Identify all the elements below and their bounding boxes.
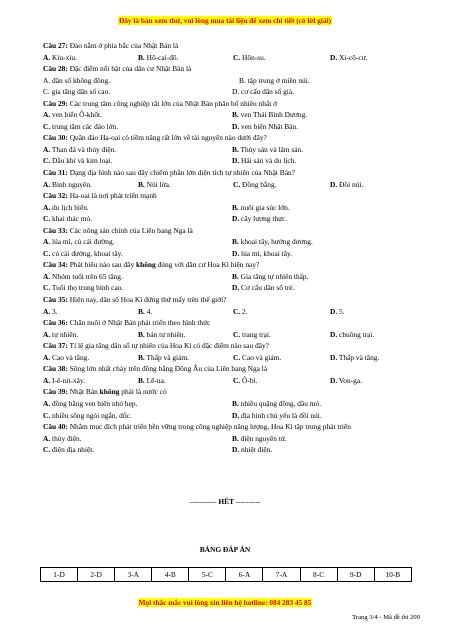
option-text: nhiệt điện. [239, 445, 273, 455]
question-text: Ha-oai là nơi phát triển mạnh [67, 191, 157, 201]
option-letter: D. [330, 375, 338, 385]
answer-option [233, 375, 257, 387]
option-text: tự nhiên. [50, 329, 79, 339]
answer-option [232, 109, 307, 121]
answer-option [43, 329, 78, 341]
options-row [43, 155, 423, 167]
option-letter: C. [233, 306, 241, 316]
answer-cell: 6-A [226, 568, 263, 582]
options-row [43, 352, 423, 364]
answer-table [40, 567, 412, 582]
option-letter: A. [43, 375, 51, 385]
option-text: cơ cấu dân số già. [239, 87, 294, 97]
question-text: Đặc điểm nổi bật của dân cư Nhật Bản là [67, 64, 192, 74]
question-stem [43, 294, 423, 306]
options-row [43, 86, 423, 98]
question-stem [43, 132, 423, 144]
question-number: Câu 40: [43, 422, 68, 432]
option-text: lúa mì, củ cải đường. [50, 237, 115, 247]
answer-option [43, 444, 94, 456]
answer-option [232, 248, 292, 260]
question-number: Câu 33: [43, 225, 68, 235]
option-letter: B. [138, 52, 145, 62]
option-letter: A. [43, 306, 51, 316]
answer-cell: 2-D [78, 568, 115, 582]
option-text: trung tâm các đảo lớn. [50, 121, 119, 131]
option-text: khoai tây, hướng dương. [238, 237, 313, 247]
option-letter: B. [232, 110, 239, 120]
option-letter: C. [43, 283, 51, 293]
question-stem [43, 225, 423, 237]
option-letter: D. [232, 445, 240, 455]
option-text: Tuổi thọ trung bình cao. [50, 283, 124, 293]
answer-option [43, 144, 116, 156]
options-row [43, 52, 423, 64]
answer-option [43, 352, 89, 364]
answer-option [43, 155, 113, 167]
question-stem [43, 386, 423, 398]
option-text: Kiu-xiu. [50, 52, 77, 62]
question-stem [43, 167, 423, 179]
option-text: Bình nguyên. [50, 179, 92, 189]
option-letter: B. [232, 271, 239, 281]
question-number: Câu 38: [43, 364, 68, 374]
answer-option [43, 236, 115, 248]
answer-option [232, 282, 294, 294]
question-text: Các trung tâm công nghiệp rất lớn của Nhật Bản phân bố nhiều nhất ở [67, 98, 278, 108]
options-row [43, 398, 423, 410]
option-letter: A. [43, 110, 51, 120]
option-letter: B. [232, 144, 239, 154]
option-letter: C. [43, 156, 51, 166]
question-text: Tỉ lệ gia tăng dân số tự nhiên của Hoa Kì có đặc điểm nào sau đây? [67, 341, 269, 351]
option-text: Than đá và thủy điện. [50, 144, 117, 154]
answer-cell: 10-B [374, 568, 411, 582]
page-footer: Trang 3/4 - Mã đề thi 209 [352, 614, 420, 621]
option-text: nuôi gia súc lớn. [238, 202, 290, 212]
answer-option [232, 213, 287, 225]
options-row [43, 202, 423, 214]
options-row [43, 121, 423, 133]
option-letter: D. [330, 352, 338, 362]
answer-cell: 1-D [41, 568, 78, 582]
answer-option [232, 410, 322, 422]
options-row [43, 433, 423, 445]
answer-option [43, 213, 92, 225]
option-letter: C. [233, 329, 241, 339]
option-letter: C. [43, 214, 51, 224]
option-letter: B. [138, 306, 145, 316]
option-text: nhiều quặng đồng, dầu mỏ. [238, 398, 322, 408]
question-text: Phát biểu nào sau đây [67, 260, 136, 270]
answer-cell: 5-C [189, 568, 226, 582]
question-stem [43, 421, 423, 433]
options-row [43, 306, 423, 318]
question-stem [43, 190, 423, 202]
option-letter: C. [233, 375, 241, 385]
option-letter: D. [232, 248, 240, 258]
answer-option [43, 202, 89, 214]
option-text: ven biển Nhật Bản. [239, 121, 299, 131]
option-text: bán tự nhiên. [144, 329, 186, 339]
option-letter: C. [43, 87, 50, 97]
option-text: gia tăng dân số cao. [49, 87, 111, 97]
options-row [43, 375, 423, 387]
answer-option [43, 109, 102, 121]
answer-option [138, 179, 171, 191]
option-letter: D. [232, 283, 240, 293]
option-letter: A. [43, 202, 51, 212]
options-row [43, 75, 423, 87]
option-text: 5. [337, 306, 345, 316]
question-number: Câu 32: [43, 191, 68, 201]
question-list [43, 40, 423, 456]
option-letter: B. [232, 398, 239, 408]
question-text: phải là nước có [119, 387, 167, 397]
question-stem [43, 63, 423, 75]
answer-option [233, 306, 248, 318]
option-letter: D. [232, 121, 240, 131]
answer-option [138, 329, 185, 341]
option-letter: D. [330, 329, 338, 339]
question-text: Hiện nay, dân số Hoa Kì đứng thứ mấy trên thế giới? [67, 295, 227, 305]
option-text: ven biển Ô-khốt. [50, 110, 102, 120]
answer-option [43, 248, 123, 260]
question-text: Nhằm mục đích phát triển bền vững trong công nghiệp năng lượng, Hoa Kì tập trung phát triển [67, 422, 351, 432]
option-text: địa hình chủ yếu là đồi núi. [239, 410, 322, 420]
option-letter: B. [138, 352, 145, 362]
answer-option [43, 179, 92, 191]
option-letter: D. [232, 214, 240, 224]
option-text: củ cải đường, khoai tây. [50, 248, 123, 258]
option-text: điện địa nhiệt. [50, 445, 95, 455]
option-letter: A. [43, 75, 51, 85]
option-text: điện nguyên tử. [238, 433, 287, 443]
answer-option [43, 52, 77, 64]
answer-cell: 4-B [152, 568, 189, 582]
option-text: 3. [50, 306, 58, 316]
question-stem [43, 363, 423, 375]
option-letter: B. [232, 433, 239, 443]
option-letter: B. [232, 202, 239, 212]
question-stem [43, 98, 423, 110]
option-text: Cao và tăng. [50, 352, 90, 362]
question-text: Các nông sản chính của Liên bang Nga là [67, 225, 193, 235]
answer-option [43, 271, 123, 283]
question-text: đúng với dân cư Hoa Kì hiện nay? [155, 260, 260, 270]
option-letter: C. [43, 121, 51, 131]
option-text: Xi-cô-cư. [337, 52, 368, 62]
option-letter: A. [43, 52, 51, 62]
option-letter: A. [43, 237, 51, 247]
answer-option [43, 398, 137, 410]
options-row [43, 179, 423, 191]
option-text: Dầu khí và kim loại. [50, 156, 113, 166]
answer-option [330, 352, 379, 364]
answer-option [330, 52, 367, 64]
option-letter: D. [232, 410, 240, 420]
option-text: tập trung ở miền núi. [245, 75, 310, 85]
option-letter: B. [239, 75, 246, 85]
question-number: Câu 29: [43, 98, 68, 108]
answer-table-title: BẢNG ĐÁP ÁN [199, 545, 251, 554]
answer-option [233, 352, 281, 364]
question-text: Nhật Bản [67, 387, 100, 397]
question-number: Câu 34: [43, 260, 68, 270]
option-letter: A. [43, 352, 51, 362]
option-letter: C. [233, 352, 241, 362]
option-text: cây lương thực. [239, 214, 288, 224]
option-letter: D. [232, 87, 240, 97]
option-text: khai thác mỏ. [50, 214, 93, 224]
option-text: Cao và giảm. [240, 352, 282, 362]
answer-option [43, 375, 85, 387]
question-stem [43, 317, 423, 329]
question-number: Câu 39: [43, 387, 68, 397]
answer-option [330, 179, 363, 191]
question-text: Sông lớn nhất chảy trên đồng bằng Đông Âu của Liên bang Nga là [67, 364, 268, 374]
answer-option [330, 375, 362, 387]
option-text: Núi lửa. [144, 179, 171, 189]
question-number: Câu 35: [43, 295, 68, 305]
option-letter: D. [232, 156, 240, 166]
answer-option [43, 282, 123, 294]
options-row [43, 271, 423, 283]
question-text: Chăn nuôi ở Nhật Bản phát triển theo hình thức [67, 318, 211, 328]
option-text: Gia tăng tự nhiên thấp. [238, 271, 309, 281]
option-text: Hôn-su. [240, 52, 266, 62]
question-number: Câu 30: [43, 133, 68, 143]
option-text: trang trại. [240, 329, 271, 339]
answer-option [232, 433, 287, 445]
option-letter: C. [233, 179, 241, 189]
answer-cell: 9-D [337, 568, 374, 582]
option-text: 2. [240, 306, 248, 316]
option-text: Von-ga. [337, 375, 362, 385]
option-text: Hải sản và du lịch. [239, 156, 297, 166]
answer-option [232, 121, 298, 133]
option-text: 4. [144, 306, 153, 316]
question-number: Câu 31: [43, 168, 68, 178]
option-letter: A. [43, 398, 51, 408]
answer-option [232, 236, 313, 248]
option-text: Thấp và tăng. [337, 352, 380, 362]
option-letter: A. [43, 271, 51, 281]
option-letter: B. [138, 179, 145, 189]
preview-notice: Đây là bản xem thử, vui lòng mua tài liệu để xem chi tiết (có lời giải) [118, 16, 332, 25]
option-letter: D. [330, 52, 338, 62]
answer-option [232, 155, 296, 167]
option-text: Đồi núi. [337, 179, 364, 189]
option-text: đồng bằng ven biển nhỏ hẹp. [50, 398, 138, 408]
question-number: Câu 36: [43, 318, 68, 328]
option-letter: D. [330, 306, 338, 316]
options-row [43, 282, 423, 294]
question-emphasis: không [136, 260, 156, 270]
question-number: Câu 27: [43, 41, 68, 50]
answer-cell: 8-C [300, 568, 337, 582]
option-text: thủy điện. [50, 433, 82, 443]
question-stem [43, 259, 423, 271]
answer-option [239, 75, 310, 87]
answer-option [138, 306, 152, 318]
option-letter: C. [43, 248, 51, 258]
question-emphasis: không [99, 387, 120, 397]
answer-option [232, 86, 294, 98]
answer-option [232, 144, 303, 156]
options-row [43, 444, 423, 456]
answer-option [43, 86, 110, 98]
option-letter: C. [233, 52, 241, 62]
answer-option [138, 375, 166, 387]
answer-option [138, 52, 178, 64]
question-stem [43, 340, 423, 352]
answer-cell: 7-A [263, 568, 300, 582]
options-row [43, 329, 423, 341]
option-text: chuồng trại. [337, 329, 375, 339]
answer-option [43, 121, 118, 133]
answer-option [232, 271, 308, 283]
answer-option [232, 444, 272, 456]
option-text: Đồng bằng. [240, 179, 277, 189]
answer-option [43, 75, 110, 87]
options-row [43, 144, 423, 156]
option-text: ven Thái Bình Dương. [238, 110, 308, 120]
answer-option [232, 202, 290, 214]
answer-option [43, 410, 132, 422]
option-text: Hô-cai-đô. [144, 52, 179, 62]
answer-option [233, 179, 277, 191]
question-text: Đảo nằm ở phía bắc của Nhật Bản là [67, 41, 179, 50]
end-marker: ----------- HẾT ---------- [189, 497, 261, 506]
option-letter: B. [138, 329, 145, 339]
option-text: I-ê-nit-xây. [50, 375, 86, 385]
option-letter: A. [43, 329, 51, 339]
option-text: nhiều sông ngòi ngắn, dốc. [50, 410, 132, 420]
option-letter: B. [138, 375, 145, 385]
answer-option [330, 306, 345, 318]
answer-cell: 3-A [115, 568, 152, 582]
option-text: đân số không đông. [50, 75, 110, 85]
option-letter: B. [232, 237, 239, 247]
option-letter: A. [43, 433, 51, 443]
options-row [43, 213, 423, 225]
option-letter: D. [330, 179, 338, 189]
option-text: Lê-na. [144, 375, 166, 385]
option-text: Ô-bi. [240, 375, 258, 385]
question-number: Câu 28: [43, 64, 68, 74]
answer-option [138, 352, 189, 364]
answer-option [330, 329, 374, 341]
option-text: lúa mì, khoai tây. [239, 248, 293, 258]
option-text: Cơ cấu dân số trẻ. [239, 283, 295, 293]
answer-option [232, 398, 321, 410]
answer-option [43, 306, 58, 318]
options-row [43, 236, 423, 248]
answer-option [43, 433, 82, 445]
option-letter: C. [43, 410, 51, 420]
question-number: Câu 37: [43, 341, 68, 351]
option-letter: A. [43, 179, 51, 189]
option-letter: A. [43, 144, 51, 154]
option-text: Thấp và giảm. [144, 352, 189, 362]
question-text: Quần đảo Ha-oai có tiềm năng rất lớn về tài nguyên nào dưới đây? [67, 133, 267, 143]
option-text: Thủy sản và lâm sản. [238, 144, 304, 154]
answer-option [233, 52, 266, 64]
question-text: Dạng địa hình nào sau đây chiếm phần lớn diện tích tự nhiên của Nhật Bản? [67, 168, 295, 178]
options-row [43, 109, 423, 121]
option-letter: C. [43, 445, 51, 455]
option-text: du lịch biển. [50, 202, 89, 212]
hotline-notice: Mọi thắc mắc vui lòng xin liên hệ hotline: 084 283 45 85 [138, 598, 312, 607]
answer-option [233, 329, 271, 341]
option-text: Nhóm tuổi trên 65 tăng. [50, 271, 123, 281]
options-row [43, 410, 423, 422]
question-stem [43, 40, 423, 52]
options-row [43, 248, 423, 260]
